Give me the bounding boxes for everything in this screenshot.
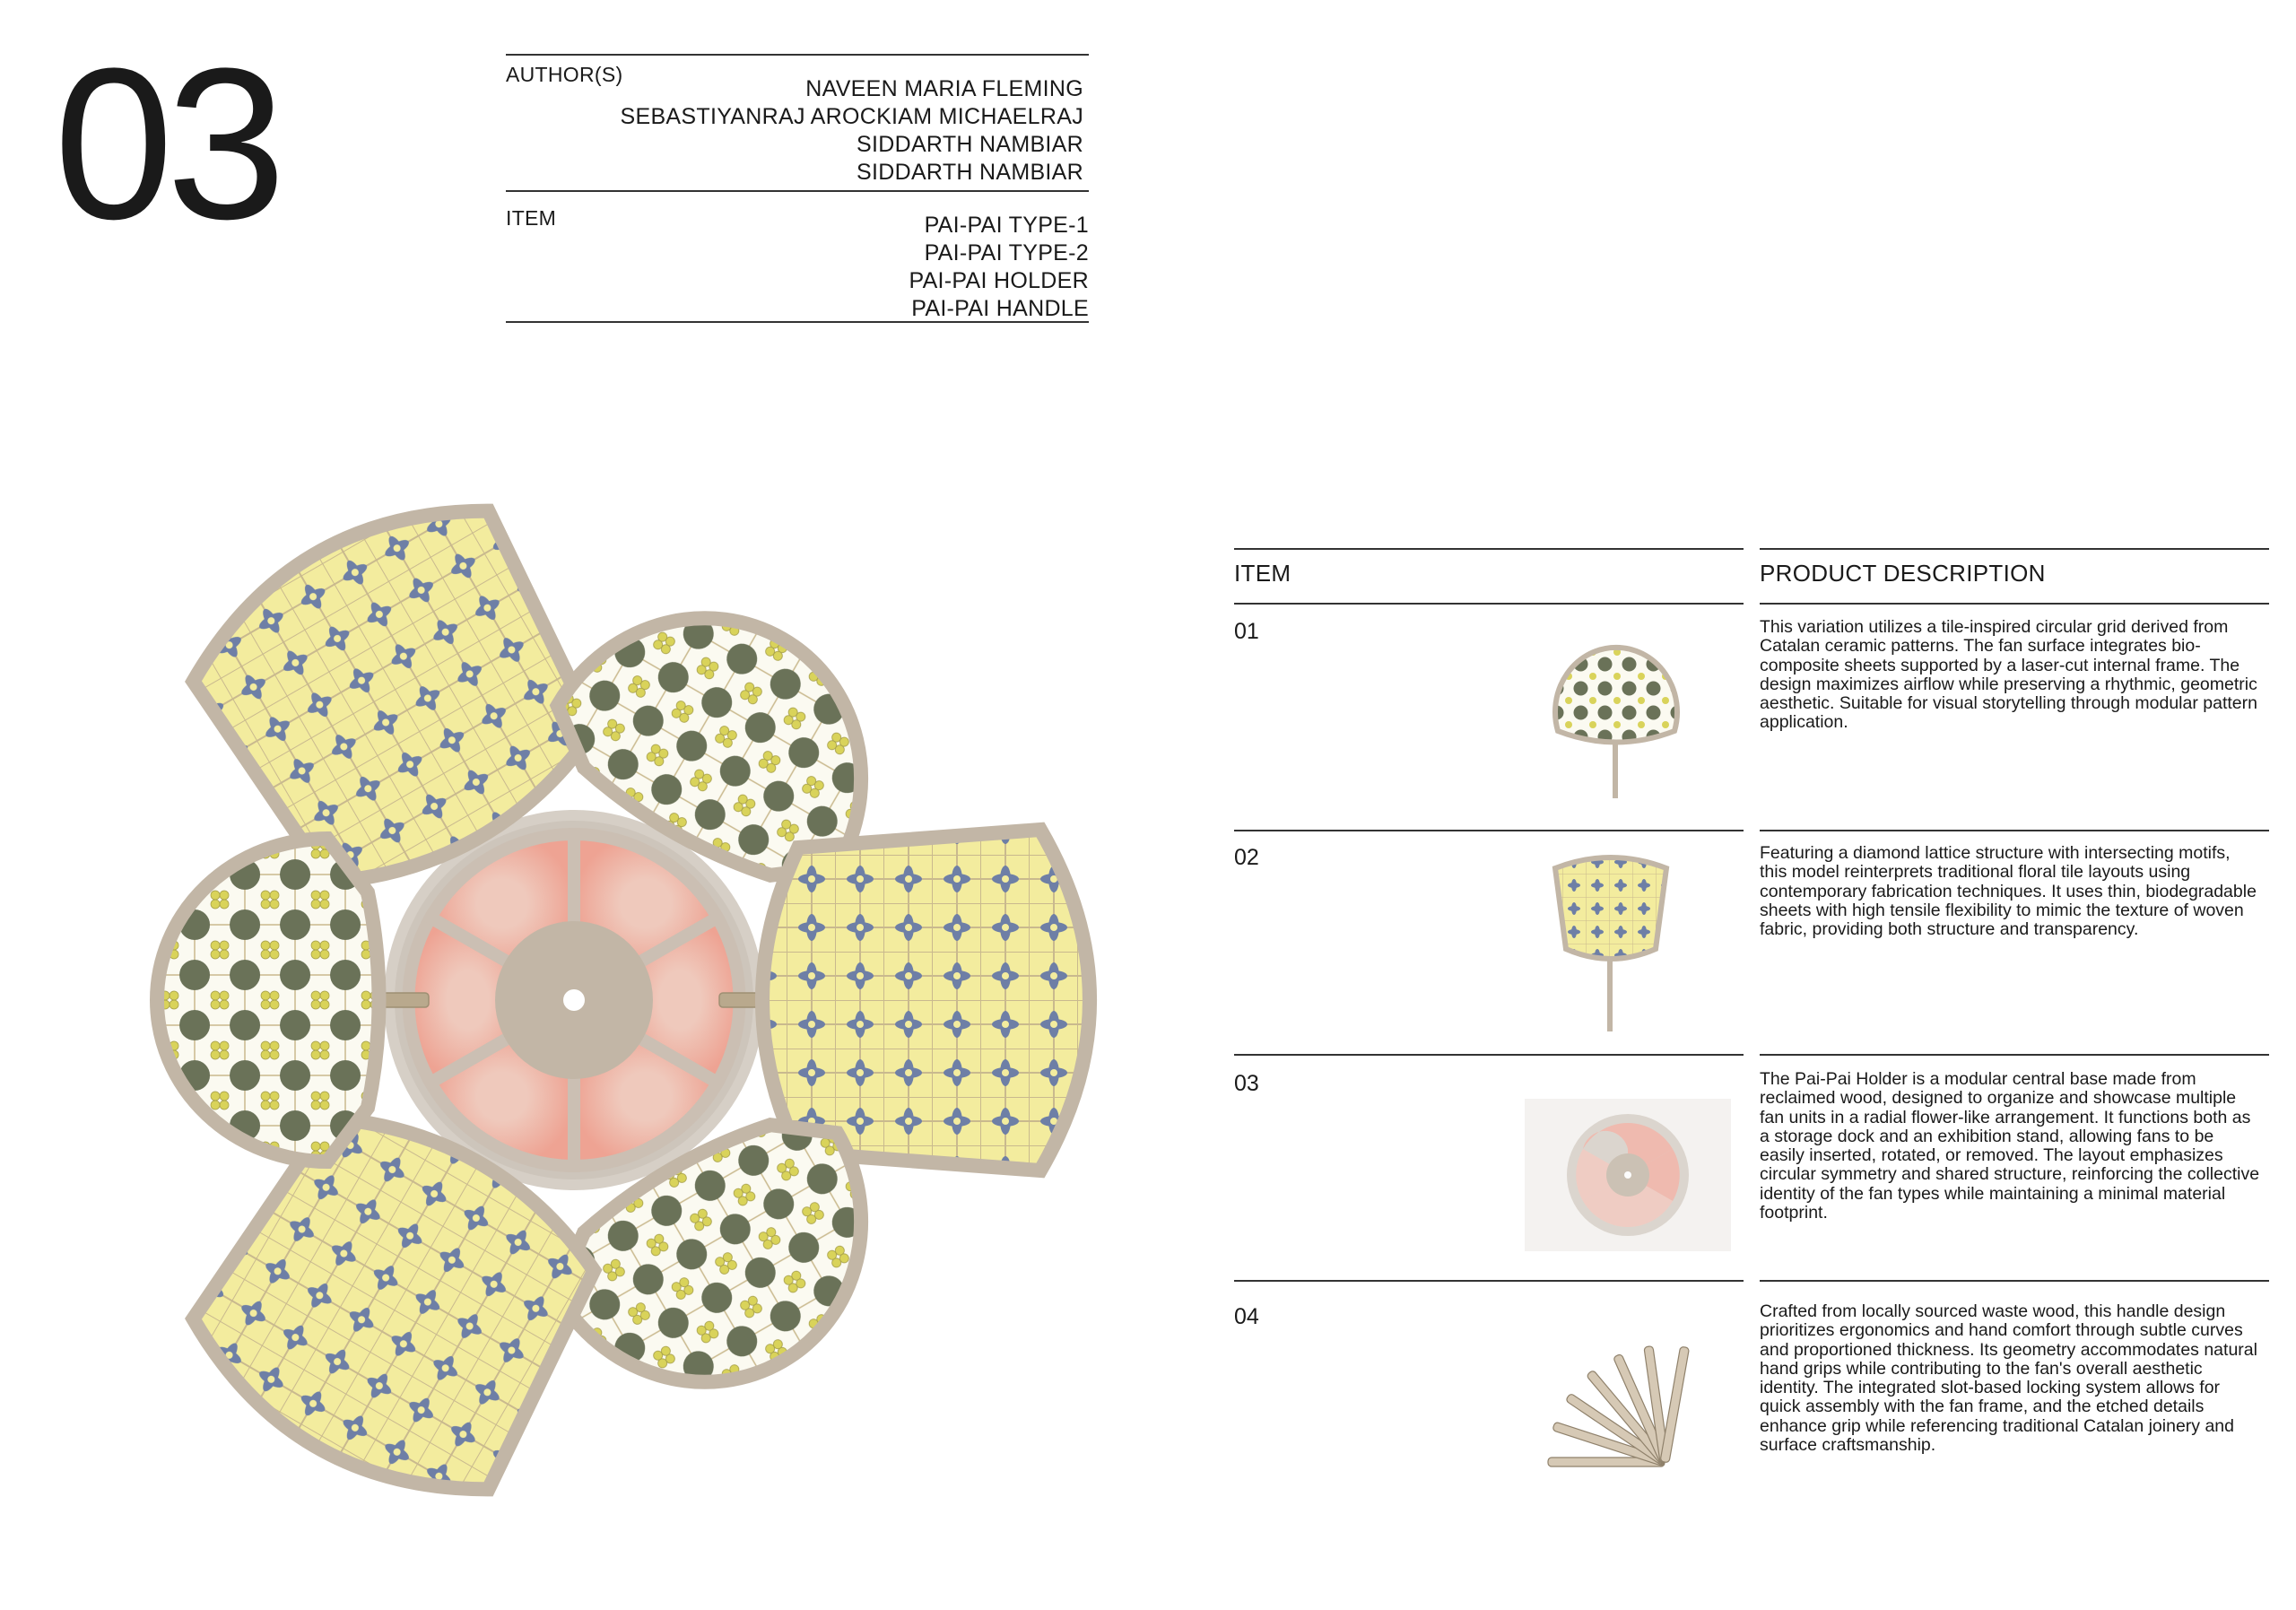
item-name: PAI-PAI TYPE-2 <box>924 240 1089 265</box>
table-header-rule-desc <box>1760 603 2269 605</box>
row-description: Featuring a diamond lattice structure with intersecting motifs, this model reinterprets traditional floral tile layouts using contemporary fabrication techniques. It uses thin, biodegradable sheets with high tensile flexibility to mimic the texture of woven fabric, providing both structure and transparency. <box>1760 843 2257 940</box>
table-header-item: ITEM <box>1234 560 1292 587</box>
items-label: ITEM <box>506 206 557 230</box>
row-number: 01 <box>1234 619 1259 644</box>
table-top-rule-item <box>1234 548 1744 550</box>
row-description: The Pai-Pai Holder is a modular central base made from reclaimed wood, designed to organize and showcase multiple fan units in a radial flower-like arrangement. It functions both as a storage dock and an exhibition stand, allowing fans to be easily inserted, rotated, or removed. The layout emphasizes circular symmetry and shared structure, reinforcing the collective identity of the fan types while maintaining a minimal material footprint. <box>1760 1069 2260 1223</box>
pai-pai-flower-assembly <box>108 538 1184 1489</box>
table-top-rule-desc <box>1760 548 2269 550</box>
row-description: This variation utilizes a tile-inspired circular grid derived from Catalan ceramic patterns. The fan surface integrates bio-composite sheets supported by a laser-cut internal frame. The design maximizes airflow while preserving a rhythmic, geometric aesthetic. Suitable for visual storytelling through modular pattern application. <box>1760 617 2257 733</box>
author-name: SEBASTIYANRAJ AROCKIAM MICHAELRAJ <box>620 104 1083 129</box>
author-name: NAVEEN MARIA FLEMING <box>805 76 1083 101</box>
table-header-rule-item <box>1234 603 1744 605</box>
items-top-rule <box>506 190 1089 192</box>
authors-label: AUTHOR(S) <box>506 63 623 86</box>
row-rule-item <box>1234 1280 1744 1282</box>
fan-dots-left <box>157 839 379 1162</box>
fan-cross-right <box>762 830 1090 1171</box>
fan-type2-thumbnail <box>1539 850 1683 1039</box>
authors-list <box>621 75 1084 187</box>
table-header-description: PRODUCT DESCRIPTION <box>1760 560 2046 587</box>
row-rule-desc <box>1760 830 2269 831</box>
row-rule-item <box>1234 1054 1744 1056</box>
row-rule-item <box>1234 830 1744 831</box>
row-number: 03 <box>1234 1071 1259 1096</box>
row-number: 02 <box>1234 845 1259 870</box>
author-name: SIDDARTH NAMBIAR <box>857 160 1083 185</box>
item-name: PAI-PAI HOLDER <box>909 268 1089 293</box>
row-description: Crafted from locally sourced waste wood, this handle design prioritizes ergonomics and hand comfort through subtle curves and proportioned thickness. Its geometry accommodates natural hand grips while contributing to the fan's overall aesthetic identity. The integrated slot-based locking system allows for quick assembly with the fan frame, and the etched details enhance grip while referencing traditional Catalan joinery and surface craftsmanship. <box>1760 1301 2257 1456</box>
page-number: 03 <box>54 23 279 264</box>
row-rule-desc <box>1760 1280 2269 1282</box>
item-name: PAI-PAI TYPE-1 <box>924 213 1089 238</box>
row-number: 04 <box>1234 1304 1259 1329</box>
fan-type1-thumbnail <box>1544 628 1688 807</box>
items-bottom-rule <box>506 321 1089 323</box>
items-list <box>909 212 1089 323</box>
item-name: PAI-PAI HANDLE <box>911 296 1089 321</box>
authors-top-rule <box>506 54 1089 56</box>
row-rule-desc <box>1760 1054 2269 1056</box>
author-name: SIDDARTH NAMBIAR <box>857 132 1083 157</box>
handles-thumbnail <box>1539 1305 1736 1475</box>
holder-thumbnail <box>1525 1099 1731 1251</box>
